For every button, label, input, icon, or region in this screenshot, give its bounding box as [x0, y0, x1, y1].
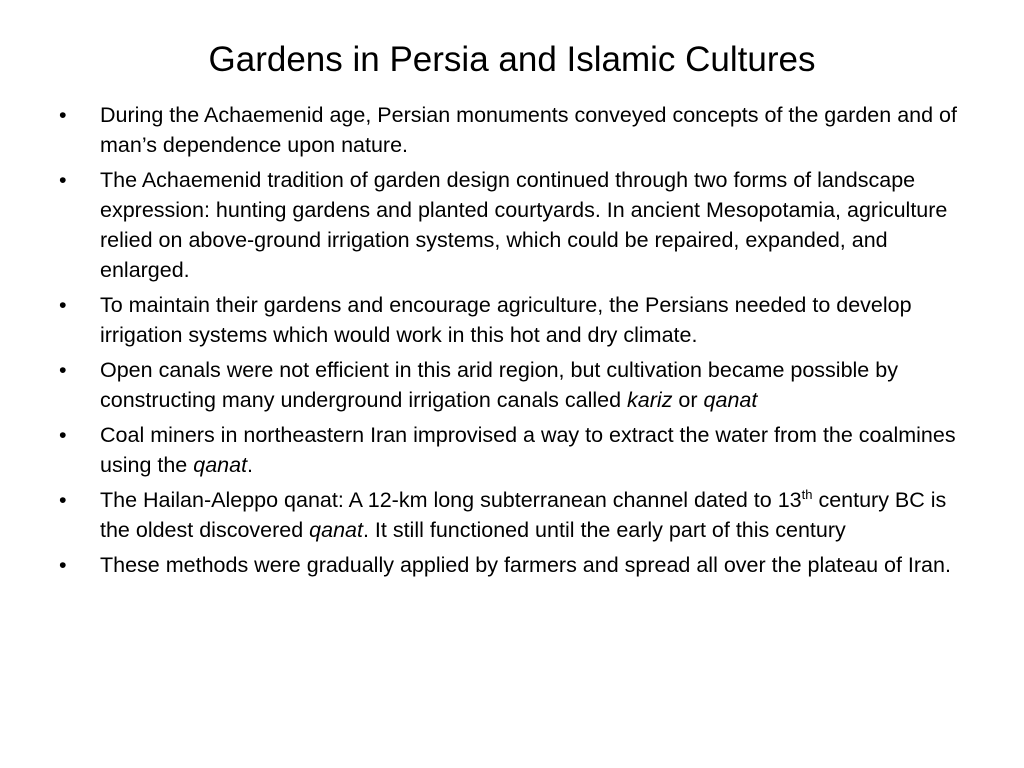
- bullet-text: Coal miners in northeastern Iran improvised a way to extract the water from the coalmines using the: [100, 423, 956, 477]
- bullet-item: [56, 485, 976, 545]
- bullet-marker: •: [59, 553, 67, 577]
- bullet-text: .: [247, 453, 254, 477]
- bullet-text: or: [672, 388, 704, 412]
- bullet-text: To maintain their gardens and encourage agriculture, the Persians needed to develop irrigation systems which would work in this hot and dry climate.: [100, 293, 912, 347]
- bullet-marker: •: [59, 168, 67, 192]
- bullet-marker: •: [59, 358, 67, 382]
- bullet-item: [56, 100, 976, 160]
- bullet-text: Open canals were not efficient in this arid region, but cultivation became possible by constructing many underground irrigation canals called: [100, 358, 898, 412]
- bullet-marker: •: [59, 103, 67, 127]
- bullet-item: [56, 355, 976, 415]
- italic-term: qanat: [309, 518, 363, 542]
- bullet-item: [56, 165, 976, 285]
- bullet-item: [56, 550, 976, 580]
- bullet-text: century BC is the oldest discovered: [100, 488, 947, 542]
- superscript-text: th: [801, 486, 813, 502]
- bullet-text: These methods were gradually applied by farmers and spread all over the plateau of Iran.: [100, 553, 951, 577]
- italic-term: kariz: [627, 388, 673, 412]
- bullet-marker: •: [59, 293, 67, 317]
- bullet-text: The Hailan-Aleppo qanat: A 12-km long subterranean channel dated to 13: [100, 488, 802, 512]
- bullet-marker: •: [59, 488, 67, 512]
- bullet-marker: •: [59, 423, 67, 447]
- bullet-text: During the Achaemenid age, Persian monuments conveyed concepts of the garden and of man’s dependence upon nature.: [100, 103, 957, 157]
- bullet-text: The Achaemenid tradition of garden design continued through two forms of landscape expression: hunting gardens and planted courtyards. In ancient Mesopotamia, agriculture relied on above-ground irrigation systems, which could be repaired, expanded, and enlarged.: [100, 168, 948, 282]
- italic-term: qanat: [193, 453, 248, 477]
- bullet-item: [56, 290, 976, 350]
- bullet-list: [56, 100, 976, 585]
- slide-title: Gardens in Persia and Islamic Cultures: [208, 40, 816, 79]
- italic-term: qanat: [703, 388, 758, 412]
- bullet-text: . It still functioned until the early part of this century: [362, 518, 846, 542]
- bullet-item: [56, 420, 976, 480]
